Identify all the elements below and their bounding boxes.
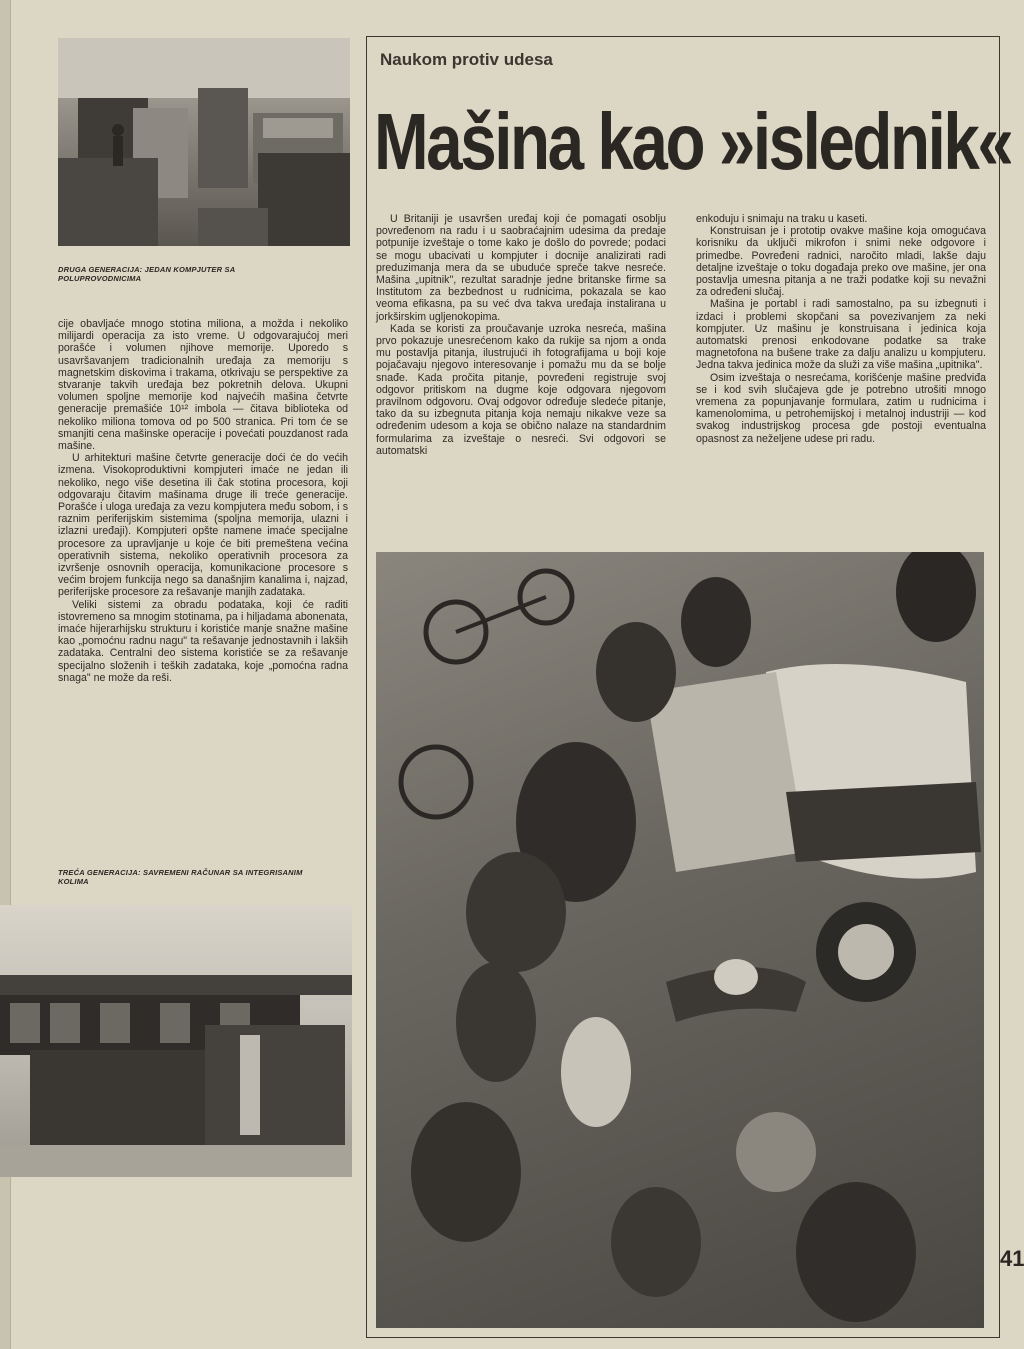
left-paragraph: cije obavljaće mnogo stotina miliona, a možda i nekoliko milijardi operacija za isto vreme. U odgovarajućoj meri porašće i volumen njihove memorije. Uporedo s usavršavanjem tradicionalnih uređaja za memoriju s magnetskim diskovima i trakama, otkrivaju se perspektive za stvaranje takvih uređaja bez pokretnih delova. Ukupni volumen spoljne memorije kod najvećih mašina četvrte generacije premašiće 10¹² imbola — čitava biblioteka od nekoliko miliona tomova od po 500 stranica. Pri tom će se smanjiti cena mašinske operacije i povećati pouzdanost rada mašine.	[58, 318, 348, 453]
left-paragraph: U arhitekturi mašine četvrte generacije doći će do većih izmena. Visokoproduktivni kompjuteri imaće ne jedan ili nekoliko, nego više desetina ili čak stotina procesora, koji odgovaraju čitavim mašinama druge ili treće generacije. Porašće i uloga uređaja za vezu kompjutera među sobom, i s raznim periferijskim sistemima (spoljna memorija, ulazni i izlazni uređaji). Kompjuteri opšte namene imaće specijalne procesore za upravljanje u koje će biti premeštena većina operativnih sistema, nekoliko operativnih procesora za izvršenje osnovnih operacija, komunikacione procesore s većim brojem funkcija nego sa današnjim kanalima i, najzad, periferijske procesore za rešavanje manjih zadataka.	[58, 452, 348, 599]
right-paragraph: Osim izveštaja o nesrećama, korišćenje mašine predviđa se i kod svih slučajeva gde je potrebno utrošiti mnogo vremena za popunjavanje formulara, zatim u rudnicima i kamenolomima, u petrohemijskoj i metalnoj industriji — kod svakog industrijskog procesa gde postoji eventualna opasnost za neželjene udese pri radu.	[696, 371, 986, 445]
photo-second-generation-computer	[58, 38, 350, 246]
middle-paragraph: U Britaniji je usavršen uređaj koji će pomagati osoblju povređenom na radu i u saobraćajnim udesima da predaje potpunije izveštaje o tome kako je došlo do povrede; podaci se mogu ubacivati u kompjuter i docnije analizirati radi preduzimanja mera da se ubuduće spreče takve nesreće. Mašina „upitnik", rezultat saradnje jedne britanske firme sa Institutom za bezbednost u rudnicima, pokazala se kao veoma efikasna, pa su već dva takva uređaja instalirana u jorkširskim ugljenokopima.	[376, 213, 666, 323]
section-label: Naukom protiv udesa	[380, 50, 553, 69]
photo-accident-scene	[376, 552, 984, 1328]
photo-third-generation-computer	[0, 905, 352, 1177]
caption-second-generation: DRUGA GENERACIJA: JEDAN KOMPJUTER SA POLUPROVODNICIMA	[58, 265, 236, 283]
right-paragraph: Mašina je portabl i radi samostalno, pa su izbegnuti i izdaci i problemi skopčani sa povezivanjem za neki kompjuter. Uz mašinu je konstruisana i jedinica koja automatski prenosi enkodovane podatke sa trake magnetofona na bušene trake za dalju analizu u kompjuteru. Jedna takva jedinica može da služi za više mašina „upitnika".	[696, 298, 986, 372]
left-paragraph: Veliki sistemi za obradu podataka, koji će raditi istovremeno sa mnogim stotinama, pa i hiljadama abonenata, imaće hijerarhijsku strukturu i koristiće manje snažne mašine kao „pomoćnu radnu nagu" ta rešavanje jednostavnih i lakših zadataka. Centralni deo sistema koristiće se za rešavanje specijalno složenih i teških zadataka, koje „pomoćna radna snaga" ne može da reši.	[58, 598, 348, 684]
page-number: 41	[1000, 1246, 1024, 1271]
caption-third-generation: TREĆA GENERACIJA: SAVREMENI RAČUNAR SA INTEGRISANIM KOLIMA	[58, 868, 303, 886]
right-paragraph: Konstruisan je i prototip ovakve mašine koja omogućava korisniku da uključi mikrofon i snimi neke odgovore i primedbe. Povređeni radnici, naročito mladi, lakše daju detaljne izveštaje o toku događaja preko ove mašine, jer ona postavlja umesna pitanja a ne traži podatke koji su nevažni za određeni slučaj.	[696, 225, 986, 299]
headline: Mašina kao »islednik«	[374, 97, 1012, 186]
middle-paragraph: Kada se koristi za proučavanje uzroka nesreća, mašina prvo pokazuje unesrećenom kako da rukije sa njom a onda mu postavlja pitanja, ilustrujući ih fotografijama u boji koje pojačavaju njegovo interesovanje i pomažu mu da se bolje snađe. Kada pročita pitanje, povređeni registruje svoj odgovor pritiskom na dugme koje odgovara njegovom pravilnom odgovoru. Ovaj odgovor određuje sledeće pitanje, tako da su izbegnuta pitanja koja nemaju nikakve veze sa određenim udesom a koja se obično nalaze na standardnim formularima za izveštaje o nesreći. Svi odgovori se automatski	[376, 322, 666, 457]
left-column-text	[58, 318, 348, 684]
middle-column-text	[376, 213, 666, 457]
right-paragraph: enkoduju i snimaju na traku u kaseti.	[696, 213, 868, 225]
right-column-text	[696, 213, 986, 445]
